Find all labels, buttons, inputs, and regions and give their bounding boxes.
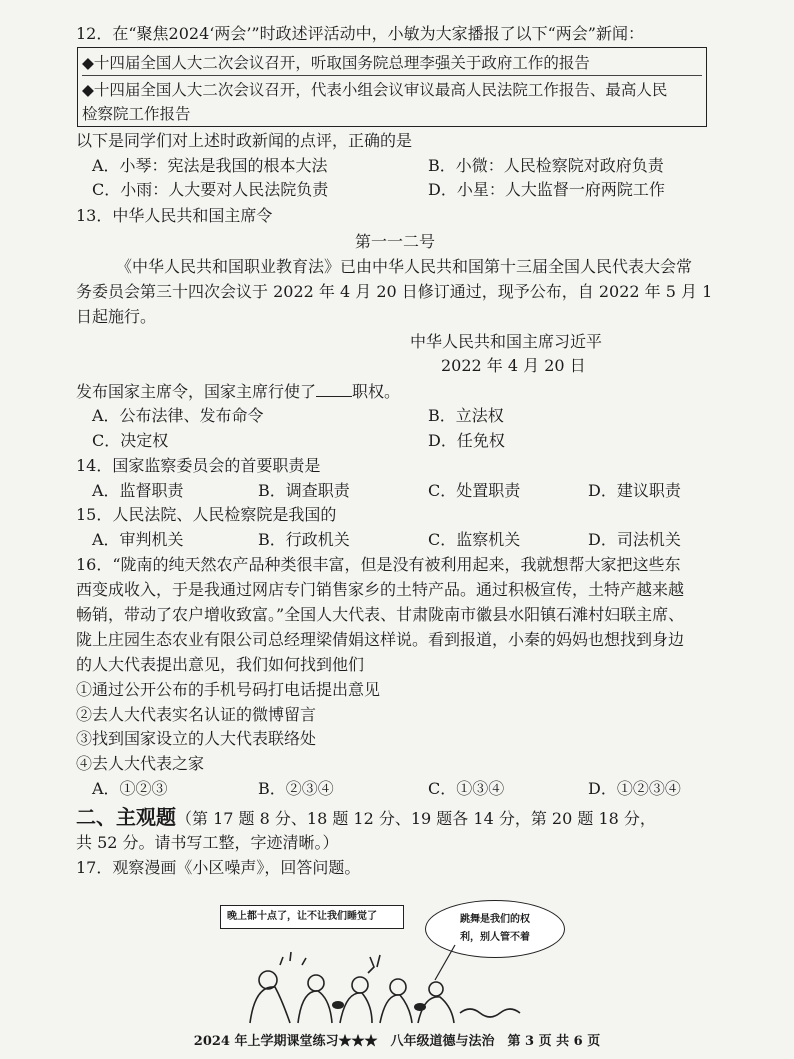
q13-question (76, 380, 400, 404)
section2-header (76, 803, 656, 833)
q13-body-line3: 日起施行。 (76, 307, 157, 326)
q16-item-2: ②去人大代表实名认证的微博留言 (76, 705, 317, 724)
q12-option-c: C．小雨：人大要对人民法院负责 (92, 180, 329, 199)
q15-option-c: C．监察机关 (428, 530, 521, 549)
q13-option-a: A．公布法律、发布命令 (92, 406, 264, 425)
q12-option-b: B．小微：人民检察院对政府负责 (428, 156, 664, 175)
q13-body-line2: 务委员会第三十四次会议于 2022 年 4 月 20 日修订通过，现予公布，自 2022 年 5 月 1 (76, 282, 713, 301)
q14-stem: 14．国家监察委员会的首要职责是 (76, 456, 321, 475)
q13-date: 2022 年 4 月 20 日 (441, 356, 586, 375)
q13-question-post: 职权。 (352, 382, 401, 401)
page-footer: 2024 年上学期课堂练习★★★ 八年级道德与法治 第 3 页 共 6 页 (193, 1034, 601, 1049)
q16-line2: 西变成收入，于是我通过网店专门销售家乡的土特产品。通过积极宣传，土特产越来越 (76, 580, 685, 599)
q14-option-a: A．监督职责 (92, 481, 184, 500)
q12-option-a: A．小琴：宪法是我国的根本大法 (92, 156, 328, 175)
comic-drawing (220, 895, 550, 1025)
q14-option-c: C．处置职责 (428, 481, 521, 500)
q15-stem: 15．人民法院、人民检察院是我国的 (76, 505, 337, 524)
q13-body-line1: 《中华人民共和国职业教育法》已由中华人民共和国第十三届全国人民代表大会常 (116, 257, 693, 276)
q16-line1: 16．“陇南的纯天然农产品种类很丰富，但是没有被利用起来，我就想帮大家把这些东 (76, 555, 681, 574)
q16-option-a: A．①②③ (92, 779, 168, 798)
q12-news-2 (82, 78, 702, 126)
section2-desc-line2: 共 52 分。请书写工整，字迹清晰。） (76, 833, 339, 852)
q15-option-a: A．审判机关 (92, 530, 184, 549)
answer-blank (316, 382, 352, 397)
speech-bubble-right-line1: 跳舞是我们的权 (460, 914, 530, 925)
q16-item-1: ①通过公开公布的手机号码打电话提出意见 (76, 680, 381, 699)
q16-option-b: B．②③④ (258, 779, 334, 798)
q12-news-box (77, 47, 707, 127)
q14-option-b: B．调查职责 (258, 481, 350, 500)
q15-option-d: D．司法机关 (588, 530, 681, 549)
q13-order-number: 第一一二号 (355, 232, 436, 251)
q12-news-2-line1: ◆十四届全国人大二次会议召开，代表小组会议审议最高人民法院工作报告、最高人民 (82, 81, 668, 99)
q12-news-2-line2: 检察院工作报告 (82, 105, 191, 123)
speech-bubble-left: 晚上都十点了，让不让我们睡觉了 (220, 905, 404, 929)
q13-stem: 13．中华人民共和国主席令 (76, 206, 273, 225)
q15-option-b: B．行政机关 (258, 530, 350, 549)
q16-line5: 的人大代表提出意见，我们如何找到他们 (76, 655, 365, 674)
q12-question: 以下是同学们对上述时政新闻的点评，正确的是 (76, 131, 413, 150)
comic-noise (220, 895, 550, 1025)
q16-line4: 陇上庄园生态农业有限公司总经理梁倩娟这样说。看到报道，小秦的妈妈也想找到身边 (76, 630, 685, 649)
q13-question-pre: 发布国家主席令，国家主席行使了 (76, 382, 317, 401)
q14-option-d: D．建议职责 (588, 481, 681, 500)
q13-option-b: B．立法权 (428, 406, 504, 425)
q13-option-d: D．任免权 (428, 431, 505, 450)
q16-item-4: ④去人大代表之家 (76, 754, 205, 773)
q12-option-d: D．小星：人大监督一府两院工作 (428, 180, 665, 199)
q13-option-c: C．决定权 (92, 431, 169, 450)
q12-news-1: ◆十四届全国人大二次会议召开，听取国务院总理李强关于政府工作的报告 (82, 51, 702, 76)
q13-signature: 中华人民共和国主席习近平 (410, 332, 603, 351)
q16-item-3: ③找到国家设立的人大代表联络处 (76, 729, 317, 748)
q12-stem: 12．在“聚焦2024‘两会’”时政述评活动中，小敏为大家播报了以下“两会”新闻： (76, 24, 644, 43)
section2-desc-line1: （第 17 题 8 分、18 题 12 分、19 题各 14 分，第 20 题 18 分， (176, 809, 656, 828)
speech-bubble-right-line2: 利，别人管不着 (460, 932, 530, 943)
q16-option-c: C．①③④ (428, 779, 505, 798)
q17-stem: 17．观察漫画《小区噪声》，回答问题。 (76, 858, 361, 877)
q16-line3: 畅销，带动了农户增收致富。”全国人大代表、甘肃陇南市徽县水阳镇石滩村妇联主席、 (76, 605, 685, 624)
section2-title: 二、主观题 (76, 805, 176, 829)
q16-option-d: D．①②③④ (588, 779, 681, 798)
